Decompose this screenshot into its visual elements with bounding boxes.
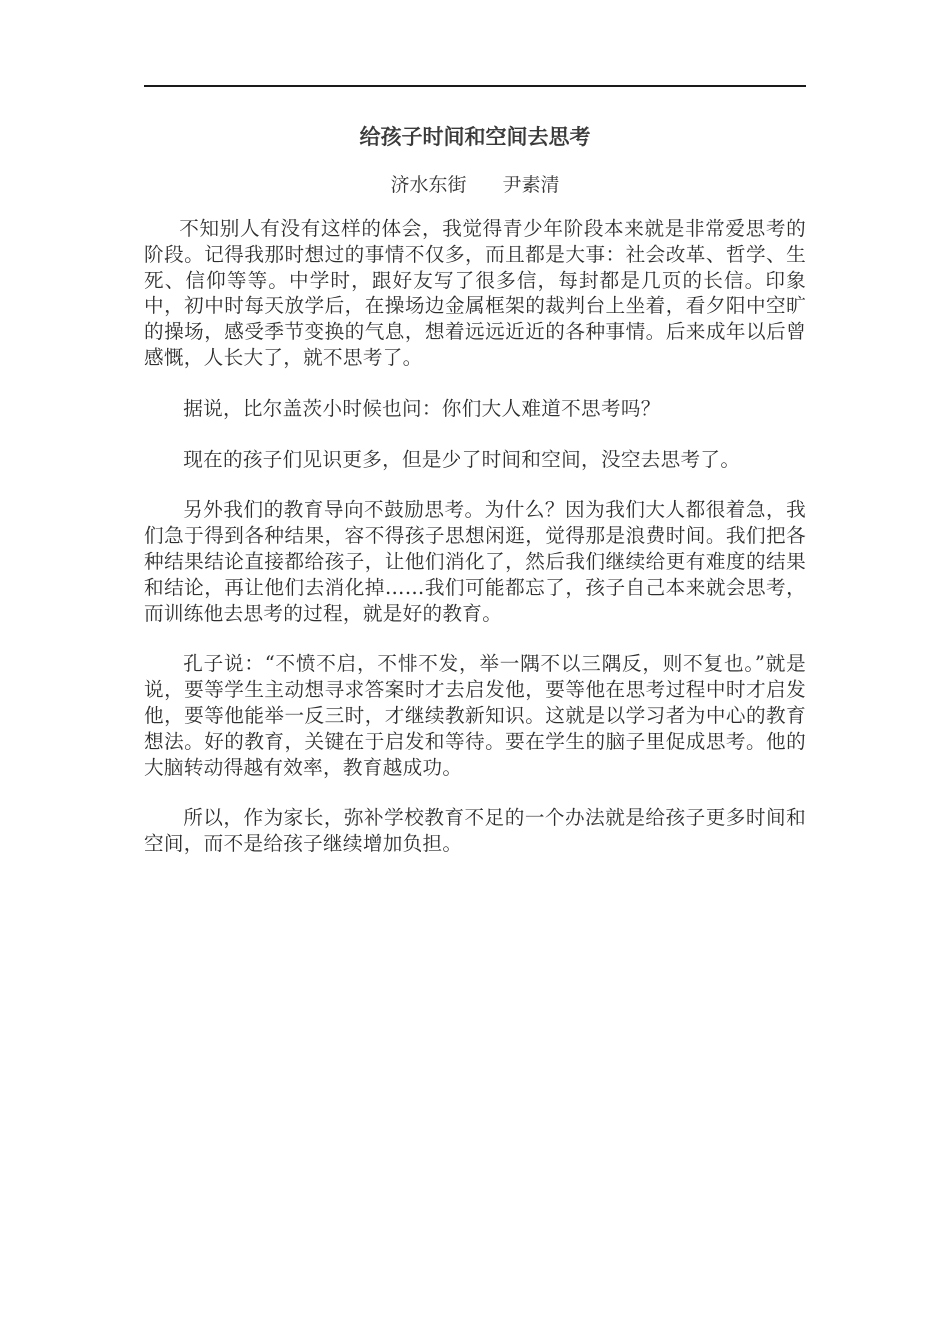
article-title: 给孩子时间和空间去思考	[359, 125, 591, 149]
byline	[144, 172, 806, 198]
paragraph-3: 现在的孩子们见识更多，但是少了时间和空间，没空去思考了。	[183, 447, 741, 471]
paragraph-1: 不知别人有没有这样的体会，我觉得青少年阶段本来就是非常爱思考的阶段。记得我那时想过的事情不仅多，而且都是大事：社会改革、哲学、生死、信仰等等。中学时，跟好友写了很多信，每封都是几页的长信。印象中，初中时每天放学后，在操场边金属框架的裁判台上坐着，看夕阳中空旷的操场，感受季节变换的气息，想着远远近近的各种事情。后来成年以后曾感慨，人长大了，就不思考了。	[144, 217, 806, 369]
byline-author: 尹素清	[502, 174, 560, 196]
paragraph-6: 所以，作为家长，弥补学校教育不足的一个办法就是给孩子更多时间和空间，而不是给孩子继续增加负担。	[144, 806, 806, 856]
byline-location: 济水东街	[390, 174, 467, 196]
article-body	[144, 216, 806, 882]
header-rule	[144, 85, 806, 87]
paragraph-4: 另外我们的教育导向不鼓励思考。为什么？因为我们大人都很着急，我们急于得到各种结果，容不得孩子思想闲逛，觉得那是浪费时间。我们把各种结果结论直接都给孩子，让他们消化了，然后我们继续给更有难度的结果和结论，再让他们去消化掉……我们可能都忘了，孩子自己本来就会思考，而训练他去思考的过程，就是好的教育。	[144, 498, 806, 625]
paragraph-5: 孔子说：“不愤不启，不悱不发，举一隅不以三隅反，则不复也。”就是说，要等学生主动想寻求答案时才去启发他，要等他在思考过程中时才启发他，要等他能举一反三时，才继续教新知识。这就是以学习者为中心的教育想法。好的教育，关键在于启发和等待。要在学生的脑子里促成思考。他的大脑转动得越有效率，教育越成功。	[144, 652, 806, 779]
paragraph-2: 据说，比尔盖茨小时候也问：你们大人难道不思考吗？	[183, 396, 661, 420]
